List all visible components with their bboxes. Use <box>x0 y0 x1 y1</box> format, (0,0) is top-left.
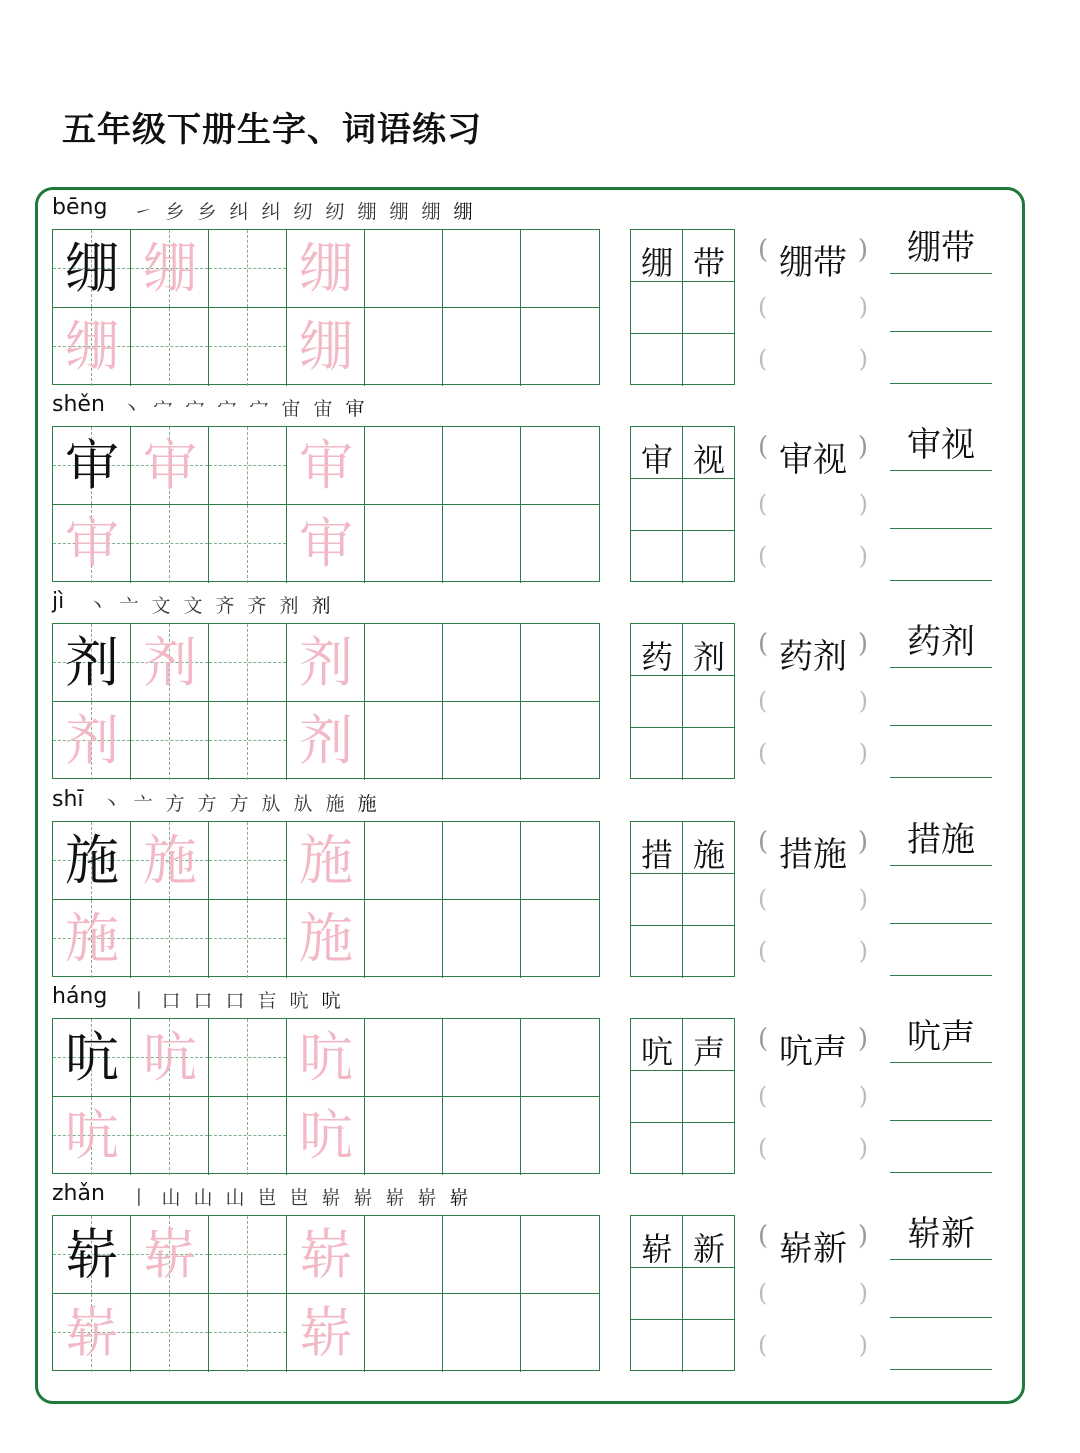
writing-cell[interactable] <box>287 230 365 308</box>
paren-blank[interactable]: ( ) <box>758 542 868 570</box>
word-cell[interactable] <box>683 1071 735 1123</box>
writing-cell[interactable] <box>53 1097 131 1175</box>
word-cell[interactable] <box>631 531 683 583</box>
word-cell[interactable] <box>683 427 735 479</box>
paren-word: ( 药剂 ) <box>758 629 868 677</box>
writing-cell[interactable] <box>365 624 443 702</box>
writing-cell[interactable] <box>53 624 131 702</box>
stroke-step: 崭 <box>353 1187 373 1209</box>
stroke-step: 方 <box>229 793 249 815</box>
writing-cell[interactable] <box>443 505 521 583</box>
stroke-step: 吭 <box>289 990 309 1012</box>
answer-line[interactable] <box>890 725 992 726</box>
pinyin-label: shěn <box>52 392 105 417</box>
word-cell[interactable] <box>631 822 683 874</box>
writing-cell[interactable] <box>53 900 131 978</box>
writing-cell[interactable] <box>365 427 443 505</box>
stroke-step: 方 <box>197 793 217 815</box>
paren-blank[interactable]: ( ) <box>758 739 868 767</box>
writing-cell[interactable] <box>209 822 287 900</box>
paren-blank[interactable]: ( ) <box>758 345 868 373</box>
stroke-step: 口 <box>225 990 245 1012</box>
paren-word: ( 措施 ) <box>758 827 868 875</box>
writing-cell[interactable] <box>521 1019 599 1097</box>
pinyin-label: bēng <box>52 195 108 220</box>
stroke-step: 宀 <box>217 398 237 420</box>
stroke-step: 绷 <box>453 201 473 223</box>
writing-cell[interactable] <box>521 900 599 978</box>
writing-cell[interactable] <box>131 900 209 978</box>
writing-cell[interactable] <box>287 308 365 386</box>
stroke-step: 剂 <box>279 595 299 617</box>
model-character: 崭 <box>65 1223 119 1286</box>
stroke-step: 方 <box>165 793 185 815</box>
word-grid <box>630 426 735 582</box>
writing-cell[interactable] <box>53 427 131 505</box>
writing-cell[interactable] <box>521 427 599 505</box>
word-cell[interactable] <box>683 728 735 780</box>
word-character: 措 <box>640 836 673 874</box>
trace-character: 吭 <box>299 1026 353 1089</box>
word-character: 绷 <box>640 244 673 282</box>
answer-line[interactable] <box>890 1172 992 1173</box>
paren-word: ( 绷带 ) <box>758 235 868 283</box>
word-cell[interactable] <box>631 676 683 728</box>
writing-cell[interactable] <box>287 702 365 780</box>
stroke-step: 㫃 <box>261 793 281 815</box>
stroke-order <box>118 394 368 420</box>
writing-cell[interactable] <box>287 822 365 900</box>
writing-cell[interactable] <box>131 1019 209 1097</box>
stroke-order <box>130 197 476 223</box>
stroke-step: ㇀ <box>133 201 153 223</box>
word-grid <box>630 229 735 385</box>
stroke-step: 山 <box>225 1187 245 1209</box>
char-block <box>0 386 1080 583</box>
pinyin-label: zhǎn <box>52 1181 105 1206</box>
writing-cell[interactable] <box>209 427 287 505</box>
trace-character: 施 <box>299 829 353 892</box>
writing-grid <box>52 426 600 582</box>
writing-cell[interactable] <box>287 624 365 702</box>
trace-character: 施 <box>65 907 119 970</box>
writing-cell[interactable] <box>443 1216 521 1294</box>
trace-character: 绷 <box>65 315 119 378</box>
char-block <box>0 583 1080 780</box>
trace-character: 绷 <box>299 237 353 300</box>
paren-blank[interactable]: ( ) <box>758 1331 868 1359</box>
answer-line[interactable] <box>890 528 992 529</box>
line-word: 绷带 <box>890 223 992 274</box>
paren-word: ( 崭新 ) <box>758 1221 868 1269</box>
stroke-step: 崭 <box>321 1187 341 1209</box>
word-cell[interactable] <box>631 230 683 282</box>
word-cell[interactable] <box>631 334 683 386</box>
word-character: 吭 <box>640 1033 673 1071</box>
stroke-step: 㫃 <box>293 793 313 815</box>
paren-blank[interactable]: ( ) <box>758 687 868 715</box>
answer-line[interactable] <box>890 975 992 976</box>
char-block <box>0 781 1080 978</box>
writing-cell[interactable] <box>131 1216 209 1294</box>
writing-cell[interactable] <box>365 900 443 978</box>
writing-cell[interactable] <box>365 505 443 583</box>
writing-cell[interactable] <box>443 624 521 702</box>
word-cell[interactable] <box>631 926 683 978</box>
writing-grid <box>52 229 600 385</box>
paren-blank[interactable]: ( ) <box>758 1279 868 1307</box>
writing-cell[interactable] <box>131 1097 209 1175</box>
word-cell[interactable] <box>631 1123 683 1175</box>
trace-character: 审 <box>299 512 353 575</box>
writing-cell[interactable] <box>443 822 521 900</box>
word-character: 新 <box>692 1230 725 1268</box>
stroke-step: 剂 <box>311 595 331 617</box>
answer-line[interactable] <box>890 1120 992 1121</box>
stroke-step: 宀 <box>153 398 173 420</box>
stroke-step: 山 <box>161 1187 181 1209</box>
word-cell[interactable] <box>683 874 735 926</box>
stroke-step: 宀 <box>185 398 205 420</box>
writing-cell[interactable] <box>209 308 287 386</box>
word-cell[interactable] <box>631 479 683 531</box>
writing-cell[interactable] <box>521 505 599 583</box>
writing-cell[interactable] <box>209 702 287 780</box>
writing-grid <box>52 1018 600 1174</box>
writing-cell[interactable] <box>53 1294 131 1372</box>
word-cell[interactable] <box>683 230 735 282</box>
writing-cell[interactable] <box>287 900 365 978</box>
trace-character: 剂 <box>65 709 119 772</box>
writing-cell[interactable] <box>53 230 131 308</box>
stroke-step: 齐 <box>247 595 267 617</box>
word-cell[interactable] <box>683 1019 735 1071</box>
stroke-step: 口 <box>161 990 181 1012</box>
answer-line[interactable] <box>890 1317 992 1318</box>
writing-cell[interactable] <box>131 702 209 780</box>
stroke-step: 文 <box>183 595 203 617</box>
line-word: 崭新 <box>890 1209 992 1260</box>
word-character: 药 <box>640 638 673 676</box>
writing-cell[interactable] <box>365 230 443 308</box>
stroke-step: 施 <box>357 793 377 815</box>
writing-cell[interactable] <box>287 1216 365 1294</box>
writing-cell[interactable] <box>209 505 287 583</box>
word-grid <box>630 1018 735 1174</box>
writing-cell[interactable] <box>209 1097 287 1175</box>
stroke-step: 丶 <box>121 398 141 420</box>
word-cell[interactable] <box>683 531 735 583</box>
writing-cell[interactable] <box>209 1294 287 1372</box>
writing-cell[interactable] <box>287 505 365 583</box>
stroke-step: 山 <box>193 1187 213 1209</box>
answer-line[interactable] <box>890 331 992 332</box>
word-cell[interactable] <box>631 1216 683 1268</box>
stroke-step: 纠 <box>229 201 249 223</box>
paren-blank[interactable]: ( ) <box>758 490 868 518</box>
paren-blank[interactable]: ( ) <box>758 1134 868 1162</box>
word-cell[interactable] <box>631 624 683 676</box>
word-cell[interactable] <box>631 1268 683 1320</box>
stroke-step: 口 <box>193 990 213 1012</box>
pinyin-label: háng <box>52 984 108 1009</box>
stroke-step: 审 <box>345 398 365 420</box>
writing-cell[interactable] <box>443 427 521 505</box>
trace-character: 审 <box>143 434 197 497</box>
writing-cell[interactable] <box>53 308 131 386</box>
writing-cell[interactable] <box>443 1294 521 1372</box>
stroke-step: 岜 <box>257 1187 277 1209</box>
writing-cell[interactable] <box>365 822 443 900</box>
word-grid <box>630 623 735 779</box>
word-character: 审 <box>640 441 673 479</box>
word-cell[interactable] <box>683 282 735 334</box>
word-cell[interactable] <box>631 1071 683 1123</box>
trace-character: 吭 <box>65 1104 119 1167</box>
stroke-step: 纠 <box>261 201 281 223</box>
word-character: 视 <box>692 441 725 479</box>
word-cell[interactable] <box>683 334 735 386</box>
stroke-order <box>84 591 334 617</box>
writing-cell[interactable] <box>53 505 131 583</box>
model-character: 审 <box>65 434 119 497</box>
stroke-step: 文 <box>151 595 171 617</box>
stroke-order <box>98 789 380 815</box>
writing-cell[interactable] <box>287 1097 365 1175</box>
writing-cell[interactable] <box>131 1294 209 1372</box>
word-grid <box>630 1215 735 1371</box>
trace-character: 崭 <box>299 1223 353 1286</box>
writing-cell[interactable] <box>521 308 599 386</box>
word-cell[interactable] <box>683 822 735 874</box>
writing-cell[interactable] <box>209 1216 287 1294</box>
writing-cell[interactable] <box>365 702 443 780</box>
word-character: 施 <box>692 836 725 874</box>
paren-word: ( 吭声 ) <box>758 1024 868 1072</box>
stroke-step: 丨 <box>129 990 149 1012</box>
writing-cell[interactable] <box>365 1216 443 1294</box>
model-character: 吭 <box>65 1026 119 1089</box>
writing-cell[interactable] <box>131 308 209 386</box>
word-cell[interactable] <box>631 1320 683 1372</box>
paren-blank[interactable]: ( ) <box>758 937 868 965</box>
trace-character: 绷 <box>299 315 353 378</box>
writing-cell[interactable] <box>209 624 287 702</box>
paren-blank[interactable]: ( ) <box>758 293 868 321</box>
stroke-step: 丶 <box>87 595 107 617</box>
writing-cell[interactable] <box>53 1019 131 1097</box>
line-word: 药剂 <box>890 617 992 668</box>
word-cell[interactable] <box>683 1216 735 1268</box>
writing-cell[interactable] <box>443 308 521 386</box>
writing-cell[interactable] <box>365 1294 443 1372</box>
writing-cell[interactable] <box>521 1097 599 1175</box>
writing-cell[interactable] <box>287 1019 365 1097</box>
answer-line[interactable] <box>890 777 992 778</box>
writing-cell[interactable] <box>287 1294 365 1372</box>
writing-cell[interactable] <box>287 427 365 505</box>
trace-character: 崭 <box>65 1301 119 1364</box>
writing-cell[interactable] <box>131 624 209 702</box>
writing-cell[interactable] <box>53 1216 131 1294</box>
writing-grid <box>52 623 600 779</box>
paren-blank[interactable]: ( ) <box>758 885 868 913</box>
answer-line[interactable] <box>890 1369 992 1370</box>
stroke-step: 崭 <box>417 1187 437 1209</box>
stroke-step: 亠 <box>119 595 139 617</box>
answer-line[interactable] <box>890 383 992 384</box>
word-cell[interactable] <box>683 624 735 676</box>
word-cell[interactable] <box>683 479 735 531</box>
writing-grid <box>52 821 600 977</box>
model-character: 绷 <box>65 237 119 300</box>
page-title: 五年级下册生字、词语练习 <box>62 110 482 150</box>
writing-cell[interactable] <box>521 1216 599 1294</box>
char-block <box>0 978 1080 1175</box>
stroke-step: 崭 <box>385 1187 405 1209</box>
stroke-order <box>126 1183 472 1209</box>
stroke-order <box>126 986 344 1012</box>
writing-cell[interactable] <box>53 822 131 900</box>
word-cell[interactable] <box>683 926 735 978</box>
trace-character: 剂 <box>299 631 353 694</box>
answer-line[interactable] <box>890 580 992 581</box>
writing-cell[interactable] <box>443 900 521 978</box>
stroke-step: 吂 <box>257 990 277 1012</box>
stroke-step: 吭 <box>321 990 341 1012</box>
word-cell[interactable] <box>631 728 683 780</box>
writing-cell[interactable] <box>53 702 131 780</box>
writing-cell[interactable] <box>443 702 521 780</box>
stroke-step: 丨 <box>129 1187 149 1209</box>
paren-blank[interactable]: ( ) <box>758 1082 868 1110</box>
word-cell[interactable] <box>631 874 683 926</box>
stroke-step: 岜 <box>289 1187 309 1209</box>
pinyin-label: shī <box>52 787 84 812</box>
word-character: 崭 <box>640 1230 673 1268</box>
trace-character: 施 <box>299 907 353 970</box>
model-character: 剂 <box>65 631 119 694</box>
trace-character: 剂 <box>143 631 197 694</box>
stroke-step: 丶 <box>101 793 121 815</box>
stroke-step: 宙 <box>313 398 333 420</box>
trace-character: 吭 <box>299 1104 353 1167</box>
writing-cell[interactable] <box>131 822 209 900</box>
trace-character: 剂 <box>299 709 353 772</box>
writing-cell[interactable] <box>131 230 209 308</box>
trace-character: 审 <box>299 434 353 497</box>
writing-cell[interactable] <box>443 1019 521 1097</box>
trace-character: 施 <box>143 829 197 892</box>
stroke-step: 乡 <box>197 201 217 223</box>
word-character: 剂 <box>692 638 725 676</box>
stroke-step: 绷 <box>421 201 441 223</box>
writing-cell[interactable] <box>521 230 599 308</box>
writing-cell[interactable] <box>443 1097 521 1175</box>
stroke-step: 崭 <box>449 1187 469 1209</box>
stroke-step: 绷 <box>357 201 377 223</box>
writing-cell[interactable] <box>443 230 521 308</box>
word-cell[interactable] <box>683 1123 735 1175</box>
trace-character: 绷 <box>143 237 197 300</box>
stroke-step: 绷 <box>389 201 409 223</box>
line-word: 措施 <box>890 815 992 866</box>
char-block <box>0 1175 1080 1372</box>
writing-cell[interactable] <box>521 1294 599 1372</box>
stroke-step: 纫 <box>293 201 313 223</box>
stroke-step: 乡 <box>165 201 185 223</box>
writing-cell[interactable] <box>521 624 599 702</box>
writing-cell[interactable] <box>209 1019 287 1097</box>
writing-grid <box>52 1215 600 1371</box>
writing-cell[interactable] <box>521 702 599 780</box>
writing-cell[interactable] <box>209 900 287 978</box>
word-cell[interactable] <box>631 282 683 334</box>
char-block <box>0 189 1080 386</box>
trace-character: 崭 <box>299 1301 353 1364</box>
stroke-step: 施 <box>325 793 345 815</box>
trace-character: 吭 <box>143 1026 197 1089</box>
stroke-step: 纫 <box>325 201 345 223</box>
writing-cell[interactable] <box>209 230 287 308</box>
trace-character: 崭 <box>143 1223 197 1286</box>
word-character: 声 <box>692 1033 725 1071</box>
writing-cell[interactable] <box>365 1019 443 1097</box>
writing-cell[interactable] <box>131 505 209 583</box>
stroke-step: 宀 <box>249 398 269 420</box>
answer-line[interactable] <box>890 923 992 924</box>
writing-cell[interactable] <box>521 822 599 900</box>
line-word: 吭声 <box>890 1012 992 1063</box>
paren-word: ( 审视 ) <box>758 432 868 480</box>
word-cell[interactable] <box>631 427 683 479</box>
model-character: 施 <box>65 829 119 892</box>
word-cell[interactable] <box>683 676 735 728</box>
stroke-step: 亠 <box>133 793 153 815</box>
word-grid <box>630 821 735 977</box>
word-cell[interactable] <box>683 1268 735 1320</box>
stroke-step: 齐 <box>215 595 235 617</box>
trace-character: 审 <box>65 512 119 575</box>
writing-cell[interactable] <box>365 1097 443 1175</box>
pinyin-label: jì <box>52 589 65 614</box>
line-word: 审视 <box>890 420 992 471</box>
word-character: 带 <box>692 244 725 282</box>
word-cell[interactable] <box>631 1019 683 1071</box>
word-cell[interactable] <box>683 1320 735 1372</box>
writing-cell[interactable] <box>131 427 209 505</box>
stroke-step: 宙 <box>281 398 301 420</box>
writing-cell[interactable] <box>365 308 443 386</box>
